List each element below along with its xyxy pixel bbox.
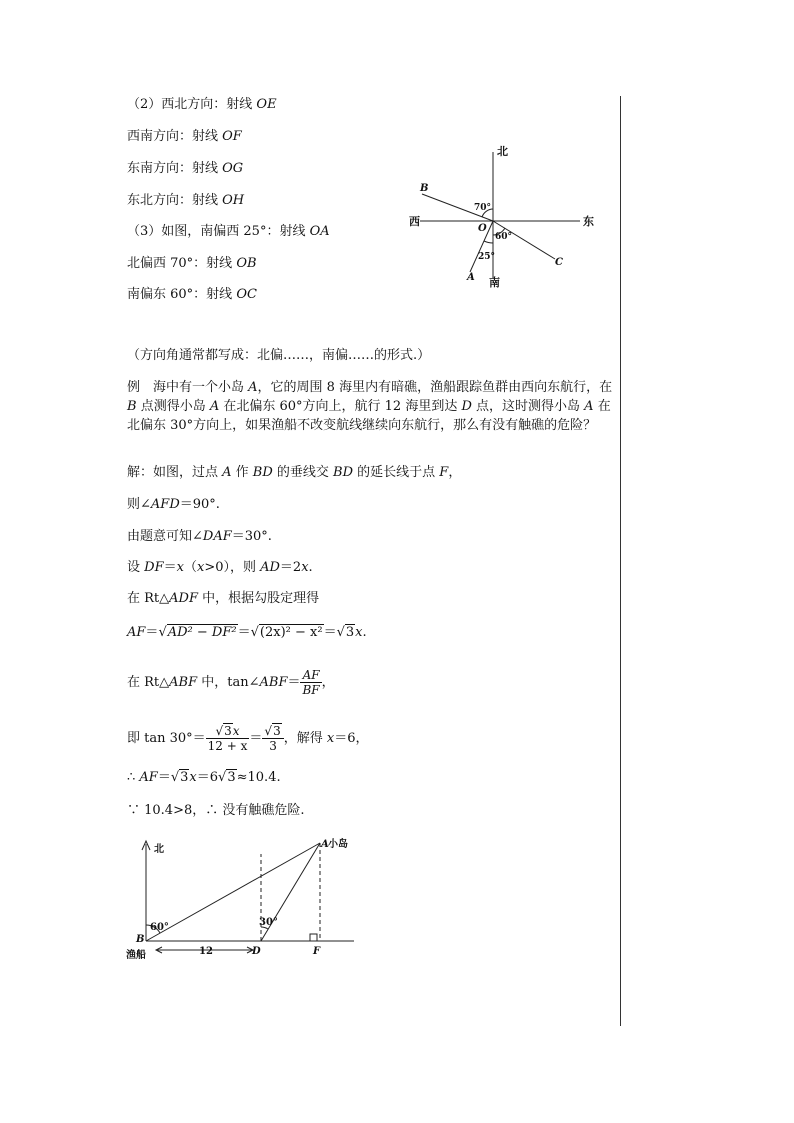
label-south: 南 bbox=[489, 276, 500, 289]
arc-25 bbox=[484, 241, 493, 243]
solution-line-9: ∴ AF＝√3x＝6√3≈10.4. bbox=[127, 770, 281, 785]
label-d: D bbox=[252, 946, 261, 957]
solution-line-8: 即 tan 30°＝ $\frac{√3x}{12 + x}$ ＝ $\frac{√3}{3}$ ，解得 x＝6， bbox=[127, 724, 369, 753]
solution-line-3: 由题意可知∠DAF＝30°. bbox=[127, 529, 272, 544]
label-b: B bbox=[420, 183, 429, 194]
direction-line-7: 南偏东 60°：射线 OC bbox=[127, 287, 257, 302]
label-island: 小岛 bbox=[328, 839, 348, 850]
direction-line-3: 东南方向：射线 OG bbox=[127, 161, 244, 176]
solution-line-2: 则∠AFD＝90°. bbox=[127, 497, 220, 512]
solution-line-4: 设 DF＝x（x>0），则 AD＝2x. bbox=[127, 560, 313, 575]
direction-line-1: （2）西北方向：射线 OE bbox=[127, 97, 277, 112]
compass-figure bbox=[400, 140, 610, 290]
label-angle-60: 60° bbox=[495, 232, 513, 242]
label-angle-70: 70° bbox=[474, 203, 492, 213]
fraction-root3-3: $\frac{√3}{3}$ bbox=[262, 724, 283, 753]
label-a: A bbox=[321, 839, 329, 850]
example-problem: 例 海中有一个小岛 A，它的周围 8 海里内有暗礁，渔船跟踪鱼群由西向东航行，在 B 点测得小岛 A 在北偏东 60°方向上，航行 12 海里到达 D 点，这时测得小岛 A 在北偏东 30°方向上，如果渔船不改变航线继续向东航行，那么有没有触礁的危险？ bbox=[127, 380, 613, 433]
label-north: 北 bbox=[497, 145, 508, 158]
label-angle-25: 25° bbox=[478, 252, 496, 262]
solution-line-10: ∵ 10.4>8，∴ 没有触礁危险. bbox=[127, 803, 305, 818]
direction-line-6: 北偏西 70°：射线 OB bbox=[127, 256, 257, 271]
label-a: A bbox=[467, 272, 475, 283]
ship-figure bbox=[122, 832, 362, 962]
solution-line-7: 在 Rt△ABF 中，tan∠ABF＝ $\frac{AF}{BF}$ ， bbox=[127, 668, 335, 697]
label-east: 东 bbox=[583, 215, 594, 228]
fraction-af-bf: $\frac{AF}{BF}$ bbox=[302, 668, 320, 697]
label-west: 西 bbox=[409, 215, 420, 228]
solution-line-1: 解：如图，过点 A 作 BD 的垂线交 BD 的延长线于点 F， bbox=[127, 465, 462, 480]
right-angle-mark bbox=[310, 934, 317, 941]
label-o: O bbox=[478, 223, 487, 234]
label-distance: 12 bbox=[199, 946, 213, 957]
direction-line-5: （3）如图，南偏西 25°：射线 OA bbox=[127, 224, 330, 239]
label-angle-60: 60° bbox=[150, 922, 169, 933]
direction-line-2: 西南方向：射线 OF bbox=[127, 129, 242, 144]
solution-line-5: 在 Rt△ADF 中，根据勾股定理得 bbox=[127, 591, 320, 606]
solution-line-6: AF＝√AD² − DF²＝√(2x)² − x²＝√3x. bbox=[127, 625, 367, 640]
direction-note: （方向角通常都写成：北偏……，南偏……的形式.） bbox=[127, 348, 431, 363]
label-angle-30: 30° bbox=[259, 917, 278, 928]
line-ba bbox=[146, 843, 320, 941]
label-c: C bbox=[555, 257, 563, 268]
label-f: F bbox=[313, 946, 321, 957]
label-boat: 渔船 bbox=[126, 950, 146, 961]
direction-line-4: 东北方向：射线 OH bbox=[127, 193, 245, 208]
page-right-rule bbox=[620, 96, 621, 1026]
label-north: 北 bbox=[154, 844, 164, 855]
fraction-root3x: $\frac{√3x}{12 + x}$ bbox=[207, 724, 248, 753]
label-b: B bbox=[136, 934, 145, 945]
